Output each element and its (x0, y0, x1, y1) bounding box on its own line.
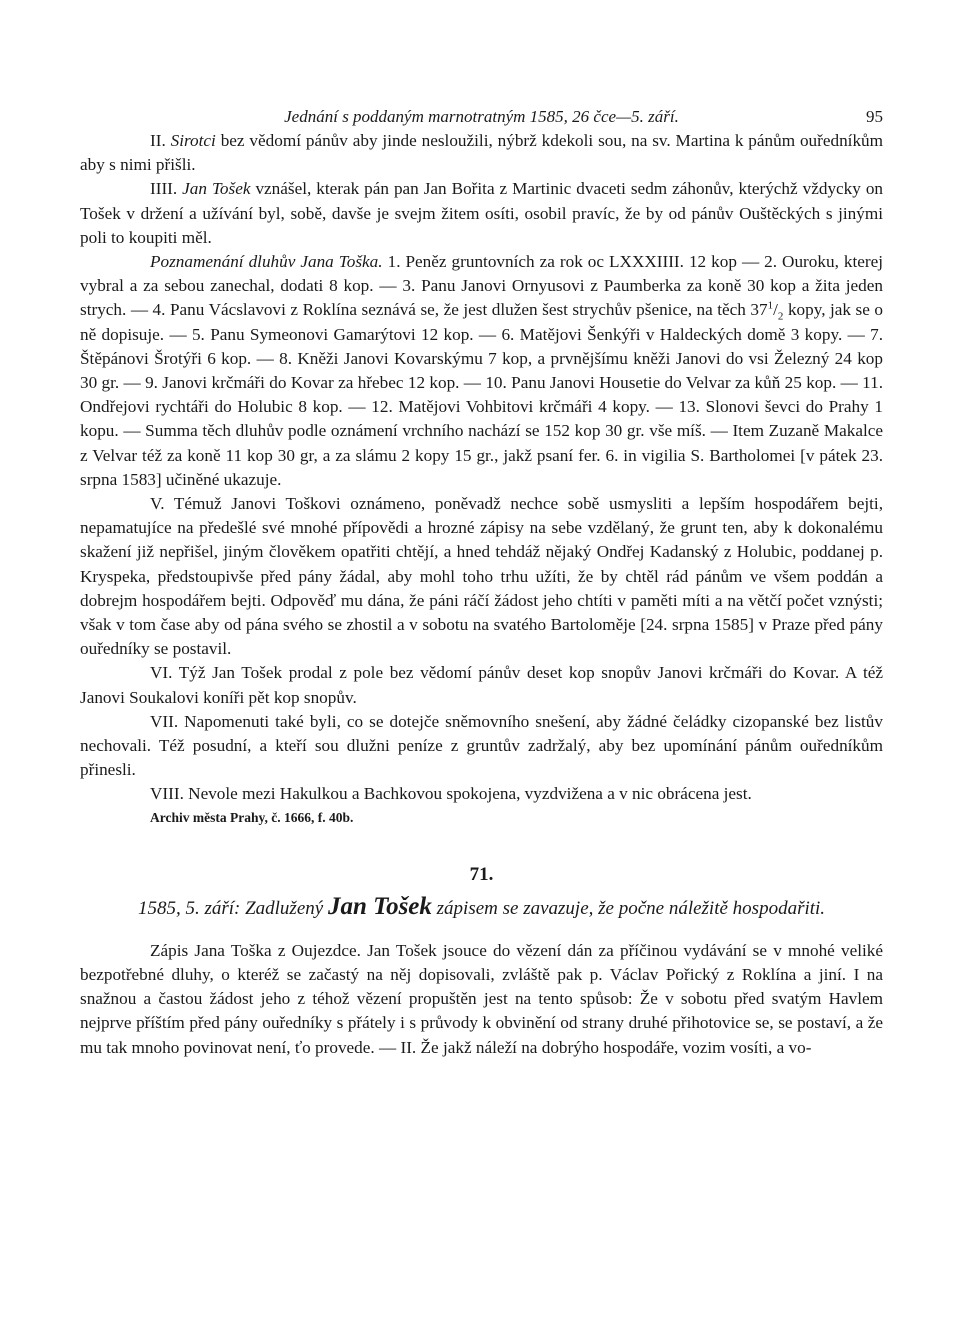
running-head (80, 95, 883, 129)
paragraph-text: kopy, jak se o ně dopisuje. — 5. Panu Symeonovi Gamarýtovi 12 kop. — 6. Matějovi Šenkýři v Haldeckých domě 3 kopy. — 7. Štěpánovi Šrotýři 6 kop. — 8. Kněži Janovi Kovarskýmu 7 kop, a prvnějšímu kněži Janovi do vsi Železný 24 kop 30 gr. — 9. Janovi krčmáři do Kovar za hřebec 12 kop. — 10. Panu Janovi Housetie do Velvar za kůň 25 kop. — 11. Ondřejovi rychtáři do Holubic 8 kop. — 12. Matějovi Vohbitovi krčmáři 4 kopy. — 13. Slonovi ševci do Prahy 1 kopu. — Summa těch dluhův podle oznámení vrchního nachází se 152 kop 30 gr. vše míš. — Item Zuzaně Makalce z Velvar též za koně 11 kop 30 gr, a za slámu 2 kopy 15 gr., jakž psaní fer. 6. in vigilia S. Bartholomei [v pátek 23. srpna 1583] učiněné ukazuje. (80, 300, 883, 489)
paragraph-label: Jan Tošek (182, 179, 251, 199)
paragraph-number: IIII. (150, 179, 178, 199)
document-number: 71. (469, 863, 494, 885)
paragraph-vii: VII. Napomenuti také byli, co se dotejče sněmovního snešení, aby žádné čeládky cizopanské bez listův nechovali. Též posudní, a kteří sou dlužni peníze z gruntův zadržalý, aby bez upomínání pánům ouředníkům přinesli. (80, 711, 883, 780)
heading-name: Jan Tošek (327, 892, 432, 920)
paragraph-text: vznášel, kterak pán pan Jan Bořita z Martinic dvaceti sedm záhonův, kterýchž vždycky on Tošek v držení a užívání byl, sobě, davše je svejm žitem osíti, osobil pravíc, že by od pánův Ouštěckých s jinými poli to koupiti měl. (80, 179, 884, 247)
paragraph-debts: Poznamenání dluhův Jana Toška. 1. Peněz gruntovních za rok oc LXXXIIII. 12 kop — 2. Ouroku, kterej vybral a za sebou zanechal, dodati 8 kop. — 3. Panu Janovi Ornyusovi z Paumberka za koně 30 kop a žita jeden strych. — 4. Panu Vácslavovi z Roklína seznává se, že jest dlužen šest strychův pšenice, na těch $37^1/_2$ kopy, jak se o ně dopisuje. — 5. Panu Symeonovi Gamarýtovi 12 kop. — 6. Matějovi Šenkýři v Haldeckých domě 3 kopy. — 7. Štěpánovi Šrotýři 6 kop. — 8. Kněži Janovi Kovarskýmu 7 kop, a prvnějšímu kněži Janovi do vsi Železný 24 kop 30 gr. — 9. Janovi krčmáři do Kovar za hřebec 12 kop. — 10. Panu Janovi Housetie do Velvar za kůň 25 kop. — 11. Ondřejovi rychtáři do Holubic 8 kop. — 12. Matějovi Vohbitovi krčmáři 4 kopy. — 13. Slonovi ševci do Prahy 1 kopu. — Summa těch dluhův podle oznámení vrchního nachází se 152 kop 30 gr. vše míš. — Item Zuzaně Makalce z Velvar též za koně 11 kop 30 gr, a za slámu 2 kopy 15 gr., jakž psaní fer. 6. in vigilia S. Bartholomei [v pátek 23. srpna 1583] učiněné ukazuje. (80, 252, 883, 489)
running-title: Jednání s poddaným marnotratným 1585, 26 čce—5. září. (284, 107, 679, 126)
paragraph-text: 1. Peněz gruntovních za rok oc LXXXIIII. 12 kop — 2. Ouroku, kterej vybral a za sebou zanechal, dodati 8 kop. — 3. Panu Janovi Ornyusovi z Paumberka za koně 30 kop a žita jeden strych. — 4. Panu Vácslavovi z Roklína seznává se, že jest dlužen šest strychův pšenice, na těch 37 (80, 252, 883, 320)
paragraph-tosek-fields (80, 177, 883, 250)
heading-date: 1585, 5. září: Zadlužený (137, 897, 324, 919)
document-body: Zápis Jana Toška z Oujezdce. Jan Tošek jsouce do vězení dán za příčinou vydávání se v mnohé veliké bezpotřebné dluhy, o kteréž se začastý na něj dopisovali, zvláště pak p. Václav Pořický z Roklína a jiní. I na snažnou a častou žádost jeho z téhož vězení propuštěn jest na tento spůsob: Že v sobotu před svatým Havlem nejprve příštím před pány ouředníky s přátely i s průvody k obvinění od strany druhé přihotovice se, se postaví, a že mu tak mnoho povinovat není, ťo provede. — II. Že jakž náleží na dobrýho hospodáře, vozim vosíti, a vo- (80, 940, 883, 1057)
paragraph-text: bez vědomí pánův aby jinde nesloužili, nýbrž kdekoli sou, na sv. Martina k pánům ouředníkům aby s nimi přišli. (80, 131, 883, 175)
paragraph-orphans (80, 129, 883, 177)
fraction-numerator: 1 (767, 299, 774, 312)
paragraph-number: II. (150, 131, 166, 150)
paragraph-label: Sirotci (170, 131, 216, 150)
fraction-denominator: 2 (777, 310, 784, 323)
paragraph-label: Poznamenání dluhův Jana Toška. (150, 252, 383, 272)
page-number: 95 (866, 107, 883, 126)
document-heading (80, 893, 883, 923)
paragraph-viii: VIII. Nevole mezi Hakulkou a Bachkovou spokojena, vyzdvižena a v nic obrácena jest. (150, 784, 752, 804)
paragraph-vi: VI. Týž Jan Tošek prodal z pole bez vědomí pánův deset kop snopův Janovi krčmáři do Kovar. A též Janovi Soukalovi koníři pět kop snopův. (80, 663, 883, 707)
page (80, 95, 883, 1060)
paragraph-v: V. Témuž Janovi Toškovi oznámeno, poněvadž nechce sobě usmysliti a lepším hospodářem bejti, nepamatujíce na předešlé své mnohé přípovědi a hrozné zápisy na sebe vzdělaný, že grunt ten, aby k dokonalému skažení již nepřišel, jiným člověkem opatřiti chtějí, a hned tehdáž nějaký Ondřej Kadanský z Holubic, poddanej p. Kryspeka, předstoupivše před pány žádal, aby mohl toho trhu užíti, že by chtěl rád pánům ve všem poddán a dobrejm hospodářem bejti. Odpověď mu dána, že páni ráčí žádost jeho chtíti v paměti míti a na větčí počet vznýsti; však v tom čase aby od pána svého se zhostil a v sobotu na svatého Bartoloměje [24. srpna 1585] v Praze před pány ouředníky se postavil. (80, 494, 883, 659)
archive-reference: Archiv města Prahy, č. 1666, f. 40b. (150, 809, 354, 825)
heading-rest: zápisem se zavazuje, že počne náležitě hospodařiti. (436, 897, 826, 919)
